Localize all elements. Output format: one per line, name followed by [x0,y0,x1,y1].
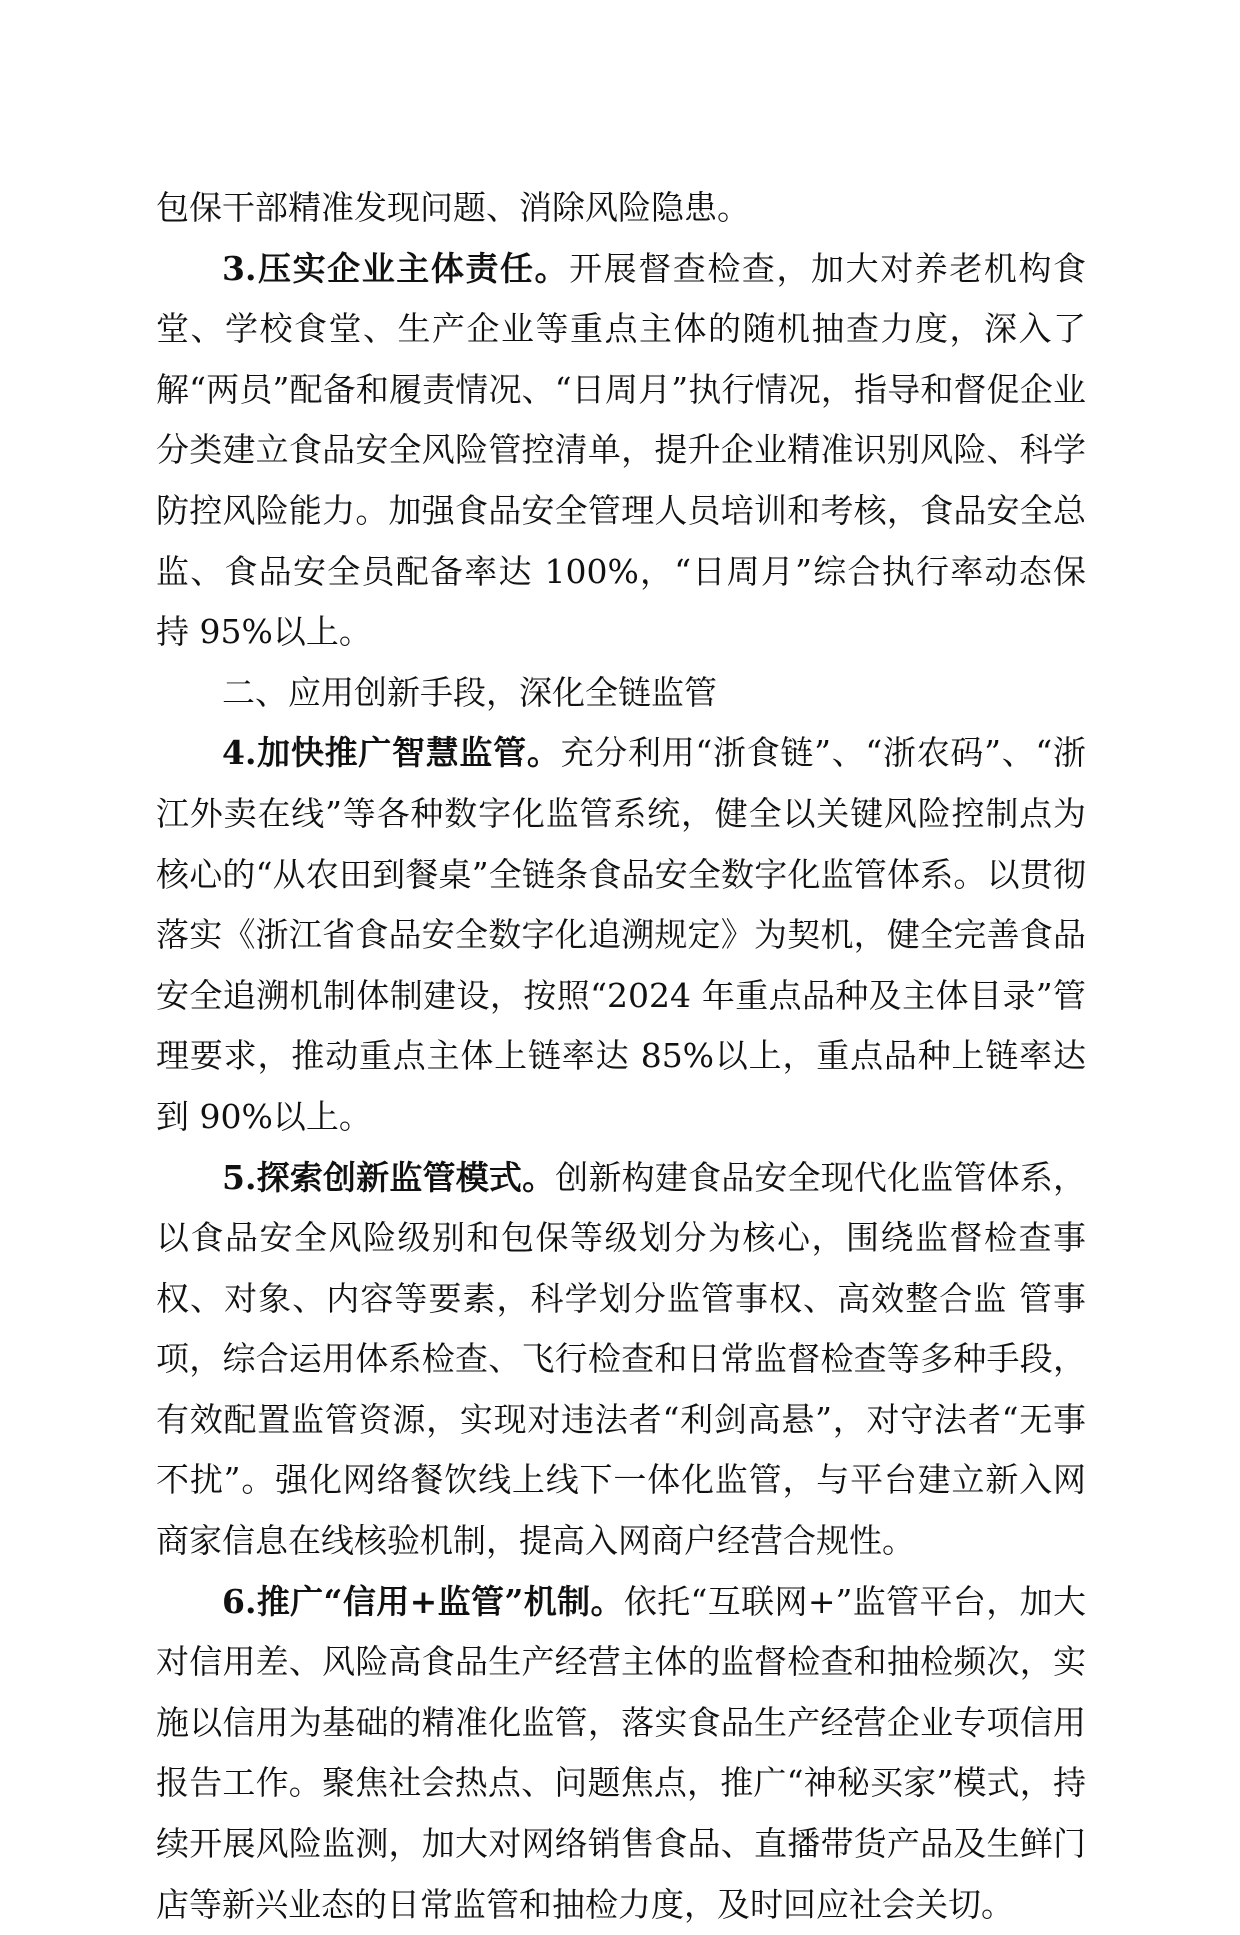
continuation-paragraph [156,178,1086,239]
item-5-paragraph [156,1148,1086,1572]
item-3-paragraph [156,239,1086,663]
item-4-paragraph [156,723,1086,1147]
item-6-body: 依托“互联网+”监管平台，加大对信用差、风险高食品生产经营主体的监督检查和抽检频次，实施以信用为基础的精准化监管，落实食品生产经营企业专项信用报告工作。聚焦社会热点、问题焦点，推广“神秘买家”模式，持续开展风险监测，加大对网络销售食品、直播带货产品及生鲜门店等新兴业态的日常监管和抽检力度，及时回应社会关切。 [156,1581,1086,1924]
item-3-heading: 3.压实企业主体责任。 [222,248,570,288]
item-6-heading: 6.推广“信用+监管”机制。 [222,1581,624,1621]
item-4-body: 充分利用“浙食链”、“浙农码”、“浙江外卖在线”等各种数字化监管系统，健全以关键风险控制点为核心的“从农田到餐桌”全链条食品安全数字化监管体系。以贯彻落实《浙江省食品安全数字化追溯规定》为契机，健全完善食品安全追溯机制体制建设，按照“2024 年重点品种及主体目录”管理要求，推动重点主体上链率达 85%以上，重点品种上链率达到 90%以上。 [156,733,1086,1136]
item-5-heading: 5.探索创新监管模式。 [222,1157,556,1197]
section-2-heading [156,663,1086,724]
continuation-text: 包保干部精准发现问题、消除风险隐患。 [156,188,750,227]
item-6-paragraph [156,1572,1086,1935]
item-5-body: 创新构建食品安全现代化监管体系，以食品安全风险级别和包保等级划分为核心，围绕监督检查事权、对象、内容等要素，科学划分监管事权、高效整合监 管事项，综合运用体系检查、飞行检查和日常监督检查等多种手段，有效配置监管资源，实现对违法者“利剑高悬”，对守法者“无事不扰”。强化网络餐饮线上线下一体化监管，与平台建立新入网商家信息在线核验机制，提高入网商户经营合规性。 [156,1157,1087,1561]
section-2-heading-text: 二、应用创新手段，深化全链监管 [222,672,717,712]
item-3-body: 开展督查检查，加大对养老机构食堂、学校食堂、生产企业等重点主体的随机抽查力度，深入了解“两员”配备和履责情况、“日周月”执行情况，指导和督促企业分类建立食品安全风险管控清单，提升企业精准识别风险、科学防控风险能力。加强食品安全管理人员培训和考核，食品安全总监、食品安全员配备率达 100%，“日周月”综合执行率动态保持 95%以上。 [156,248,1087,652]
item-4-heading: 4.加快推广智慧监管。 [222,733,561,773]
document-body [156,178,1086,1935]
